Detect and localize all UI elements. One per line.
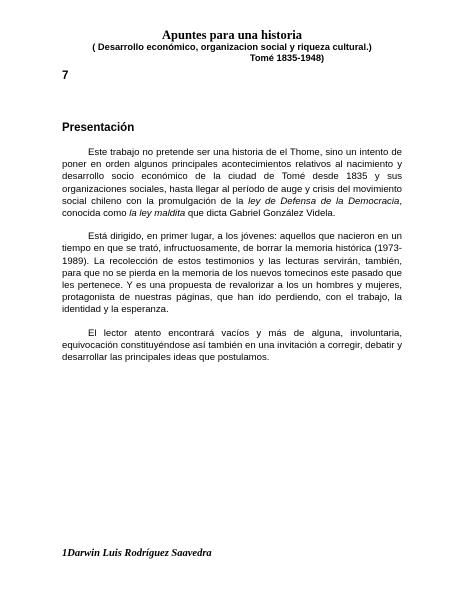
paragraph-1-text-a: Este trabajo no pretende ser una historia de el Thome, sino un intento de poner en orden algunos principales acontecimientos relativos al nacimiento y desarrollo socio económico de la ciudad de Tomé desde 1835 y sus organizaciones sociales, hasta llegar al período de auge y crisis del movimiento social chileno con la promulgación de la [62,147,402,207]
law-name: ley de Defensa de la Democracia [248,195,400,207]
document-subtitle: ( Desarrollo económico, organizacion social y riqueza cultural.) [92,42,372,52]
body-text [62,147,402,375]
paragraph-1 [62,147,402,220]
paragraph-2: Está dirigido, en primer lugar, a los jóvenes: aquellos que nacieron en un tiempo en que se trató, infructuosamente, de borrar la memoria histórica (1973-1989). La recolección de estos testimonios y las lecturas servirán, también, para que no se pierda en la memoria de los nuevos tomecinos este pasado que les pertenece. Y es una propuesta de revalorizar a los un hombres y mujeres, protagonista de nuestras páginas, que han ido perdiendo, con el trabajo, la identidad y la esperanza. [62,231,402,316]
document-title: Apuntes para una historia [162,28,302,42]
document-period: Tomé 1835-1948) [249,53,325,63]
paragraph-1-text-c: que dicta Gabriel González Videla. [185,208,336,220]
law-nickname: la ley maldita [129,208,186,220]
section-heading: Presentación [62,122,135,134]
page-number: 7 [62,70,69,82]
author-credit: 1Darwin Luis Rodríguez Saavedra [62,548,212,559]
paragraph-1-text-b: , conocida como [62,195,402,220]
paragraph-3: El lector atento encontrará vacíos y más de alguna, involuntaria, equivocación constituyéndose así también en una invitación a corregir, debatir y desarrollar las principales ideas que postulamos. [62,327,402,364]
document-header [0,28,464,64]
